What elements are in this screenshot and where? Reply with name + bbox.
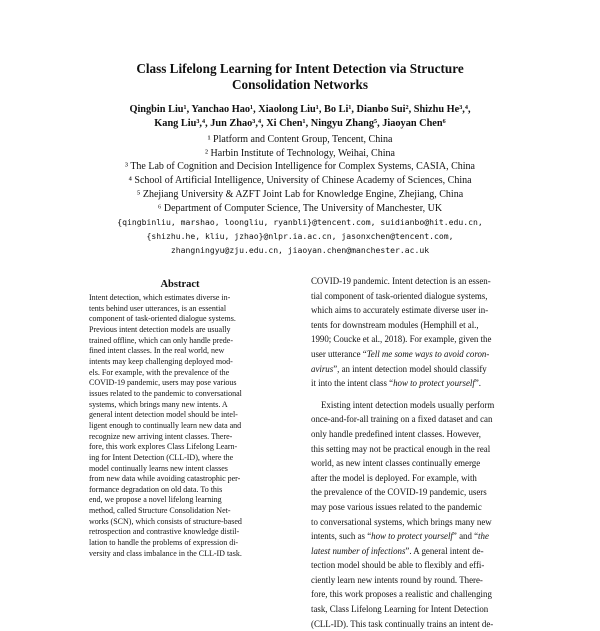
intro-column	[311, 274, 536, 631]
body-line: user utterance “Tell me some ways to avoid coron-	[311, 348, 490, 359]
affiliation-list	[30, 133, 570, 215]
abstract-line: fore, this work explores Class Lifelong Learn-	[89, 442, 238, 452]
abstract-line: fined intent classes. In the real world, new	[89, 346, 225, 356]
affiliation: ⁵ Zhejiang University & AZFT Joint Lab for Knowledge Engine, Zhejiang, China	[136, 188, 464, 200]
abstract-line: component of task-oriented dialogue systems.	[89, 314, 236, 324]
body-line: may pose various issues related to the pandemic	[311, 501, 482, 512]
author-list	[40, 103, 560, 131]
abstract-line: works (SCN), which consists of structure-based	[89, 516, 242, 526]
body-line: latest number of infections”. A general intent de-	[311, 545, 484, 556]
abstract-line: COVID-19 pandemic, users may pose various	[89, 378, 237, 388]
abstract-line: els. For example, with the prevalence of the	[89, 367, 230, 377]
title-line: Consolidation Networks	[232, 77, 368, 92]
abstract-line: retrospection and contrastive knowledge distil-	[89, 527, 240, 537]
body-line: ciently learn new intents round by round. There-	[311, 574, 483, 585]
body-line: it into the intent class “how to protect yourself”.	[311, 378, 482, 389]
body-line: (CLL-ID). This task continually trains an intent de-	[311, 618, 494, 629]
body-line: to conversational systems, which brings many new	[311, 516, 492, 527]
body-line: the prevalence of the COVID-19 pandemic, users	[311, 487, 487, 498]
abstract-line: ligent enough to continually learn new data and	[89, 420, 242, 430]
intro-paragraph-2	[311, 398, 536, 631]
email-line: {qingbinliu, marshao, loongliu, ryanbli}@tencent.com, suidianbo@hit.edu.cn,	[117, 217, 483, 227]
body-line: avirus”, an intent detection model should classify	[311, 363, 487, 374]
abstract-line: tents behind user utterances, is an essential	[89, 303, 227, 313]
intro-paragraph-1	[311, 274, 536, 391]
email-line: zhangningyu@zju.edu.cn, jiaoyan.chen@manchester.ac.uk	[170, 244, 430, 255]
affiliation: ³ The Lab of Cognition and Decision Intelligence for Complex Systems, CASIA, China	[125, 161, 475, 173]
body-line: tection model should be able to flexibly and effi-	[311, 560, 485, 571]
affiliation: ⁶ Department of Computer Science, The University of Manchester, UK	[157, 202, 443, 214]
author-line: Qingbin Liu¹, Yanchao Hao¹, Xiaolong Liu¹, Bo Li¹, Dianbo Sui², Shizhu He³,⁴,	[129, 104, 471, 115]
abstract-line: formance degradation on old data. To this	[89, 484, 223, 494]
abstract-line: end, we propose a novel lifelong learning	[89, 495, 222, 505]
abstract-line: from new data while avoiding catastrophic per-	[89, 474, 241, 484]
body-line: after the model is deployed. For example, with	[311, 472, 477, 483]
body-line: intents, such as “how to protect yourself” and “the	[311, 531, 489, 542]
abstract-line: model continually learns new intent classes	[89, 463, 228, 473]
title-line: Class Lifelong Learning for Intent Detection via Structure	[136, 61, 464, 76]
body-line: 1990; Coucke et al., 2018). For example, given the	[311, 334, 492, 345]
author-line: Kang Liu³,⁴, Jun Zhao³,⁴, Xi Chen¹, Ningyu Zhang⁵, Jiaoyan Chen⁶	[154, 118, 446, 129]
body-line: COVID-19 pandemic. Intent detection is an essen-	[311, 276, 491, 286]
body-line: fore, this work proposes a realistic and challenging	[311, 589, 492, 600]
abstract-line: lation to handle the problems of expression di-	[89, 538, 239, 548]
abstract-line: trained offline, which can only handle prede-	[89, 335, 234, 345]
body-line: task, Class Lifelong Learning for Intent Detection	[311, 604, 489, 615]
email-line: {shizhu.he, kliu, jzhao}@nlpr.ia.ac.cn, jasonxchen@tencent.com,	[146, 230, 454, 241]
body-line: tents for downstream modules (Hemphill et al.,	[311, 319, 479, 330]
abstract-line: general intent detection model should be intel-	[89, 410, 238, 420]
abstract-line: versity and class imbalance in the CLL-ID task.	[89, 548, 242, 558]
abstract-heading: Abstract	[160, 279, 200, 290]
affiliation: ⁴ School of Artificial Intelligence, University of Chinese Academy of Sciences, China	[128, 175, 472, 187]
body-line: this setting may not be practical enough in the real	[311, 443, 491, 454]
affiliation: ² Harbin Institute of Technology, Weihai, China	[205, 147, 395, 159]
abstract-line: recognize new arriving intent classes. There-	[89, 431, 233, 441]
body-line: only handle predefined intent classes. However,	[311, 428, 481, 439]
abstract-body	[89, 293, 279, 559]
abstract-line: intents may keep challenging deployed mod-	[89, 356, 233, 366]
body-line: once-and-for-all training on a fixed dataset and can	[311, 414, 493, 425]
abstract-line: method, called Structure Consolidation Net-	[89, 506, 231, 516]
abstract-line: ing for Intent Detection (CLL-ID), where the	[89, 452, 234, 462]
affiliation: ¹ Platform and Content Group, Tencent, China	[207, 134, 393, 145]
abstract-line: Previous intent detection models are usually	[89, 324, 231, 334]
abstract-line: issues related to the pandemic to conversational	[89, 388, 242, 398]
body-line: Existing intent detection models usually perform	[321, 399, 495, 410]
paper-title	[60, 61, 540, 93]
abstract-line: systems, which brings many new intents. A	[89, 399, 228, 409]
body-line: which aims to accurately estimate diverse user in-	[311, 305, 489, 316]
body-line: world, as new intent classes continually emerge	[311, 458, 481, 469]
abstract-line: Intent detection, which estimates diverse in-	[89, 293, 231, 302]
email-list	[20, 216, 580, 257]
body-line: tial component of task-oriented dialogue systems,	[311, 290, 488, 301]
